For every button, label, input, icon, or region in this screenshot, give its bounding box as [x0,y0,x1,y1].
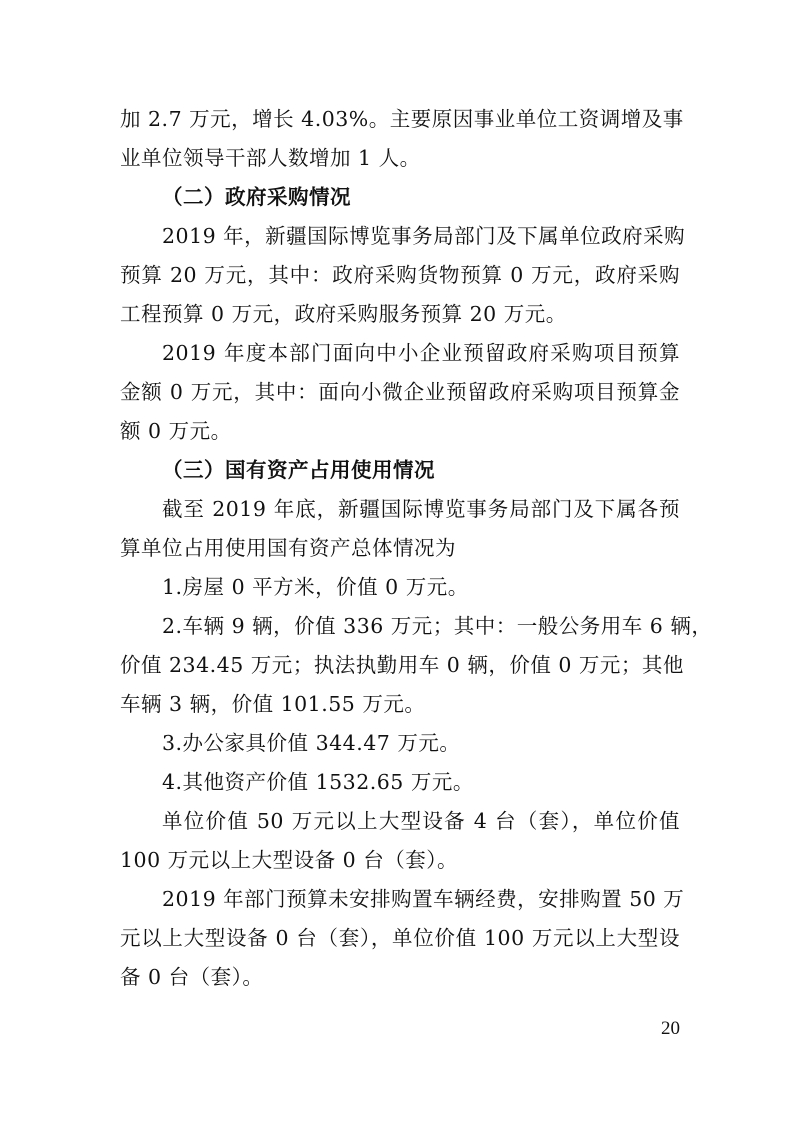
text-line: 价值 234.45 万元；执法执勤用车 0 辆，价值 0 万元；其他 [120,653,684,677]
text-line: 车辆 3 辆，价值 101.55 万元。 [120,692,426,716]
list-item-housing: 1.房屋 0 平方米，价值 0 万元。 [162,575,469,599]
text-line: 截至 2019 年底，新疆国际博览事务局部门及下属各预 [162,497,680,521]
text-line: 业单位领导干部人数增加 1 人。 [120,146,421,170]
page-number: 20 [661,1018,680,1039]
text-line: 元以上大型设备 0 台（套），单位价值 100 万元以上大型设 [120,926,680,950]
list-item-other-assets: 4.其他资产价值 1532.65 万元。 [162,770,474,794]
text-line: 加 2.7 万元，增长 4.03%。主要原因事业单位工资调增及事 [120,107,684,131]
text-line: 2019 年，新疆国际博览事务局部门及下属单位政府采购 [162,224,686,248]
list-item-furniture: 3.办公家具价值 344.47 万元。 [162,731,461,755]
text-line: 预算 20 万元，其中：政府采购货物预算 0 万元，政府采购 [120,263,680,287]
text-line: 工程预算 0 万元，政府采购服务预算 20 万元。 [120,302,567,326]
text-line: 单位价值 50 万元以上大型设备 4 台（套），单位价值 [162,809,680,833]
text-line: 备 0 台（套）。 [120,965,264,989]
text-line: 2019 年度本部门面向中小企业预留政府采购项目预算 [162,341,680,365]
section-heading-state-assets: （三）国有资产占用使用情况 [162,458,435,482]
section-heading-government-procurement: （二）政府采购情况 [162,185,351,209]
text-line: 金额 0 万元，其中：面向小微企业预留政府采购项目预算金 [120,380,680,404]
text-line: 算单位占用使用国有资产总体情况为 [120,536,456,560]
text-line: 2019 年部门预算未安排购置车辆经费，安排购置 50 万 [162,887,685,911]
text-line: 100 万元以上大型设备 0 台（套）。 [120,848,458,872]
text-line: 额 0 万元。 [120,419,232,443]
list-item-vehicles: 2.车辆 9 辆，价值 336 万元；其中：一般公务用车 6 辆， [162,614,713,638]
